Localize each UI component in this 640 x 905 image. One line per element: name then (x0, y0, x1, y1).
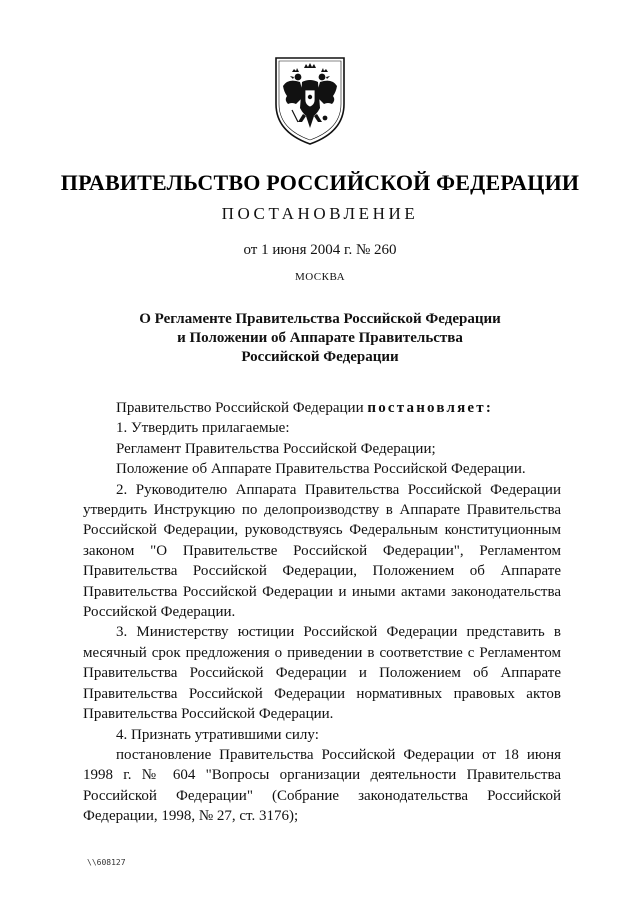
document-subject (60, 310, 580, 367)
document-date-number: от 1 июня 2004 г. № 260 (243, 242, 397, 258)
subject-line: Российской Федерации (241, 349, 399, 365)
item-2: 2. Руководителю Аппарата Правительства Российской Федерации утвердить Инструкцию по делопроизводству в Аппарате Правительства Российской Федерации, руководствуясь Федеральным конституционным законом "О Правительстве Российской Федерации", Регламентом Правительства Российской Федерации, Положением об Аппарате Правительства Российской Федерации и иными актами законодательства Российской Федерации. (83, 481, 561, 621)
coat-of-arms-emblem (270, 52, 350, 148)
document-body (83, 398, 561, 827)
intro-paragraph (83, 398, 561, 418)
item-1-b: Положение об Аппарате Правительства Российской Федерации. (116, 461, 526, 478)
document-footer-code: \\608127 (87, 858, 126, 867)
government-title: ПРАВИТЕЛЬСТВО РОССИЙСКОЙ ФЕДЕРАЦИИ (60, 170, 580, 195)
intro-prefix: Правительство Российской Федерации (116, 400, 368, 416)
document-type: ПОСТАНОВЛЕНИЕ (221, 204, 419, 223)
item-3: 3. Министерству юстиции Российской Федерации представить в месячный срок предложения о приведении в соответствие с Регламентом Правительства Российской Федерации и Положением об Аппарате Правительства Российской Федерации нормативных правовых актов Правительства Российской Федерации. (83, 624, 561, 723)
item-4-a: постановление Правительства Российской Федерации от 18 июня 1998 г. № 604 "Вопросы организации деятельности Правительства Российской Федерации" (Собрание законодательства Российской Федерации, 1998, № 27, ст. 3176); (83, 746, 561, 825)
intro-decree-word: постановляет: (367, 400, 494, 416)
subject-line: О Регламенте Правительства Российской Федерации (139, 311, 501, 327)
item-4: 4. Признать утратившими силу: (116, 726, 319, 743)
subject-line: и Положении об Аппарате Правительства (177, 330, 463, 346)
item-1: 1. Утвердить прилагаемые: (116, 420, 290, 437)
document-city: МОСКВА (294, 271, 346, 283)
double-headed-eagle-icon (270, 52, 350, 148)
item-1-a: Регламент Правительства Российской Федерации; (116, 440, 436, 457)
